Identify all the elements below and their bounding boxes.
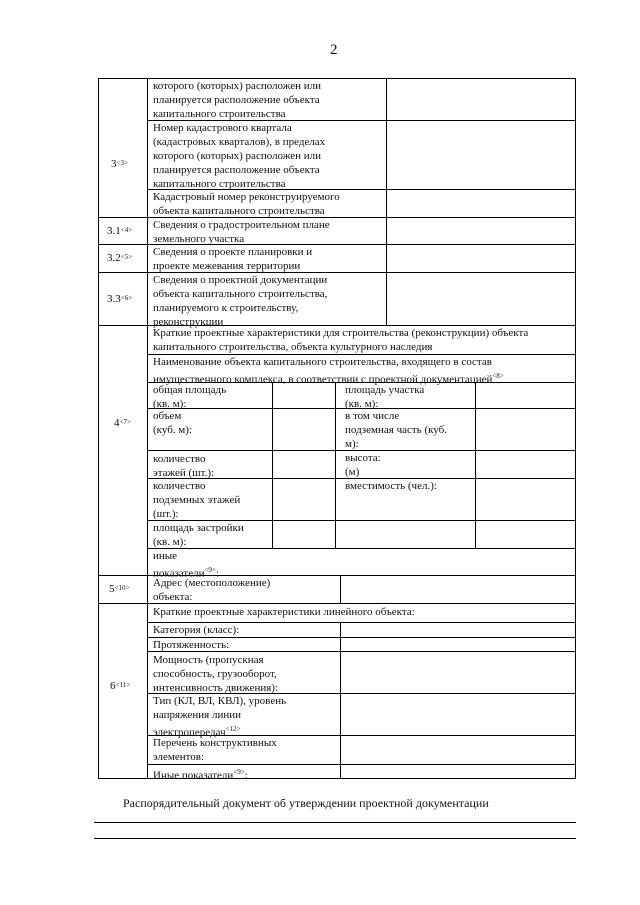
line-type-label <box>153 694 286 740</box>
row-number-3-1 <box>107 224 132 238</box>
planning-project-label: Сведения о проекте планировки и проекте межевания территории <box>153 246 313 272</box>
other-indicators-label: иные показатели$^{<9>}$: <box>153 550 219 580</box>
row-3-2-footnote: <5> <box>120 253 133 261</box>
linear-other-indicators-text: Иные показатели <box>153 769 234 782</box>
row-6-footnote: <11> <box>115 681 131 689</box>
floors-count-label: количество этажей (шт.): <box>153 453 215 479</box>
row-number-3 <box>111 157 128 171</box>
row-number-3-3 <box>107 292 132 306</box>
page-number: 2 <box>330 42 338 58</box>
height-label: высота: (м) <box>345 452 381 478</box>
divider <box>340 622 341 778</box>
row-number-5 <box>109 582 129 596</box>
row-5-footnote: <10> <box>114 584 130 592</box>
value-column-divider <box>386 78 387 325</box>
volume-label: объем (куб. м): <box>153 410 192 436</box>
row-number-3-1-text: 3.1 <box>107 225 121 237</box>
row-3-1-footnote: <4> <box>120 226 133 234</box>
row-number-6 <box>110 679 130 693</box>
table-border-left <box>98 78 99 778</box>
line-type-footnote: <12> <box>225 725 241 733</box>
other-indicators-text: иные показатели <box>153 550 205 580</box>
structural-elements-label: Перечень конструктивных элементов: <box>153 737 277 763</box>
length-label: Протяженность: <box>153 639 230 651</box>
divider <box>340 575 341 603</box>
underground-volume-label: в том числе подземная часть (куб. м): <box>345 410 447 450</box>
row-number-3-text: 3 <box>111 158 117 170</box>
row-number-4 <box>114 416 131 430</box>
table-border-right <box>575 78 576 778</box>
linear-other-indicators-label: Иные показатели$^{<9>}$: <box>153 768 248 782</box>
approval-blank-line-1[interactable] <box>94 822 576 823</box>
divider <box>335 382 336 548</box>
underground-floors-label: количество подземных этажей (шт.): <box>153 480 241 520</box>
divider <box>475 382 476 548</box>
cadastral-number-label: Кадастровый номер реконструируемого объекта капитального строительства <box>153 191 340 217</box>
other-indicators-footnote: <9> <box>204 566 216 574</box>
approval-document-caption: Распорядительный документ об утверждении проектной документации <box>123 796 489 810</box>
row3-continuation-label: которого (которых) расположен или планируется расположение объекта капитального строительства <box>153 80 322 120</box>
plot-area-label: площадь участка (кв. м): <box>345 384 425 410</box>
row-number-3-2-text: 3.2 <box>107 252 121 264</box>
row-number-3-3-text: 3.3 <box>107 293 121 305</box>
object-name-footnote: <8> <box>492 372 504 380</box>
row-4-footnote: <7> <box>119 418 131 426</box>
row-3-3-footnote: <6> <box>120 294 133 302</box>
row-number-6-text: 6 <box>110 680 116 692</box>
address-label: Адрес (местоположение) объекта: <box>153 577 271 603</box>
row-3-footnote: <3> <box>116 159 128 167</box>
approval-blank-line-2[interactable] <box>94 838 576 839</box>
linear-other-indicators-footnote: <9> <box>233 768 245 776</box>
urban-plan-label: Сведения о градостроительном плане земельного участка <box>153 219 330 245</box>
category-label: Категория (класс): <box>153 624 240 636</box>
total-area-label: общая площадь (кв. м): <box>153 384 227 410</box>
row-number-4-text: 4 <box>114 417 120 429</box>
divider <box>272 382 273 548</box>
number-column-divider <box>147 78 148 778</box>
linear-object-header: Краткие проектные характеристики линейного объекта: <box>153 606 415 618</box>
capital-construction-header: Краткие проектные характеристики для строительства (реконструкции) объекта капитального строительства, объекта культурного наследия <box>153 327 529 353</box>
power-label: Мощность (пропускная способность, грузооборот, интенсивность движения): <box>153 654 278 694</box>
cadastral-quarter-label: Номер кадастрового квартала (кадастровых кварталов), в пределах которого (которых) расположен или планируется расположение объекта капитального строительства <box>153 122 326 190</box>
object-name-label <box>153 355 504 387</box>
project-documentation-label: Сведения о проектной документации объекта капитального строительства, планируемого к строительству, реконструкции <box>153 274 328 328</box>
built-area-label: площадь застройки (кв. м): <box>153 522 244 548</box>
row-number-3-2 <box>107 251 132 265</box>
capacity-label: вместимость (чел.): <box>345 480 437 492</box>
line-type-text: Тип (КЛ, ВЛ, КВЛ), уровень напряжения линии электропередач <box>153 695 287 739</box>
object-name-text: Наименование объекта капитального строительства, входящего в состав имущественного комплекса, в соответствии с проектной документацией <box>153 356 493 386</box>
row-number-5-text: 5 <box>109 583 115 595</box>
